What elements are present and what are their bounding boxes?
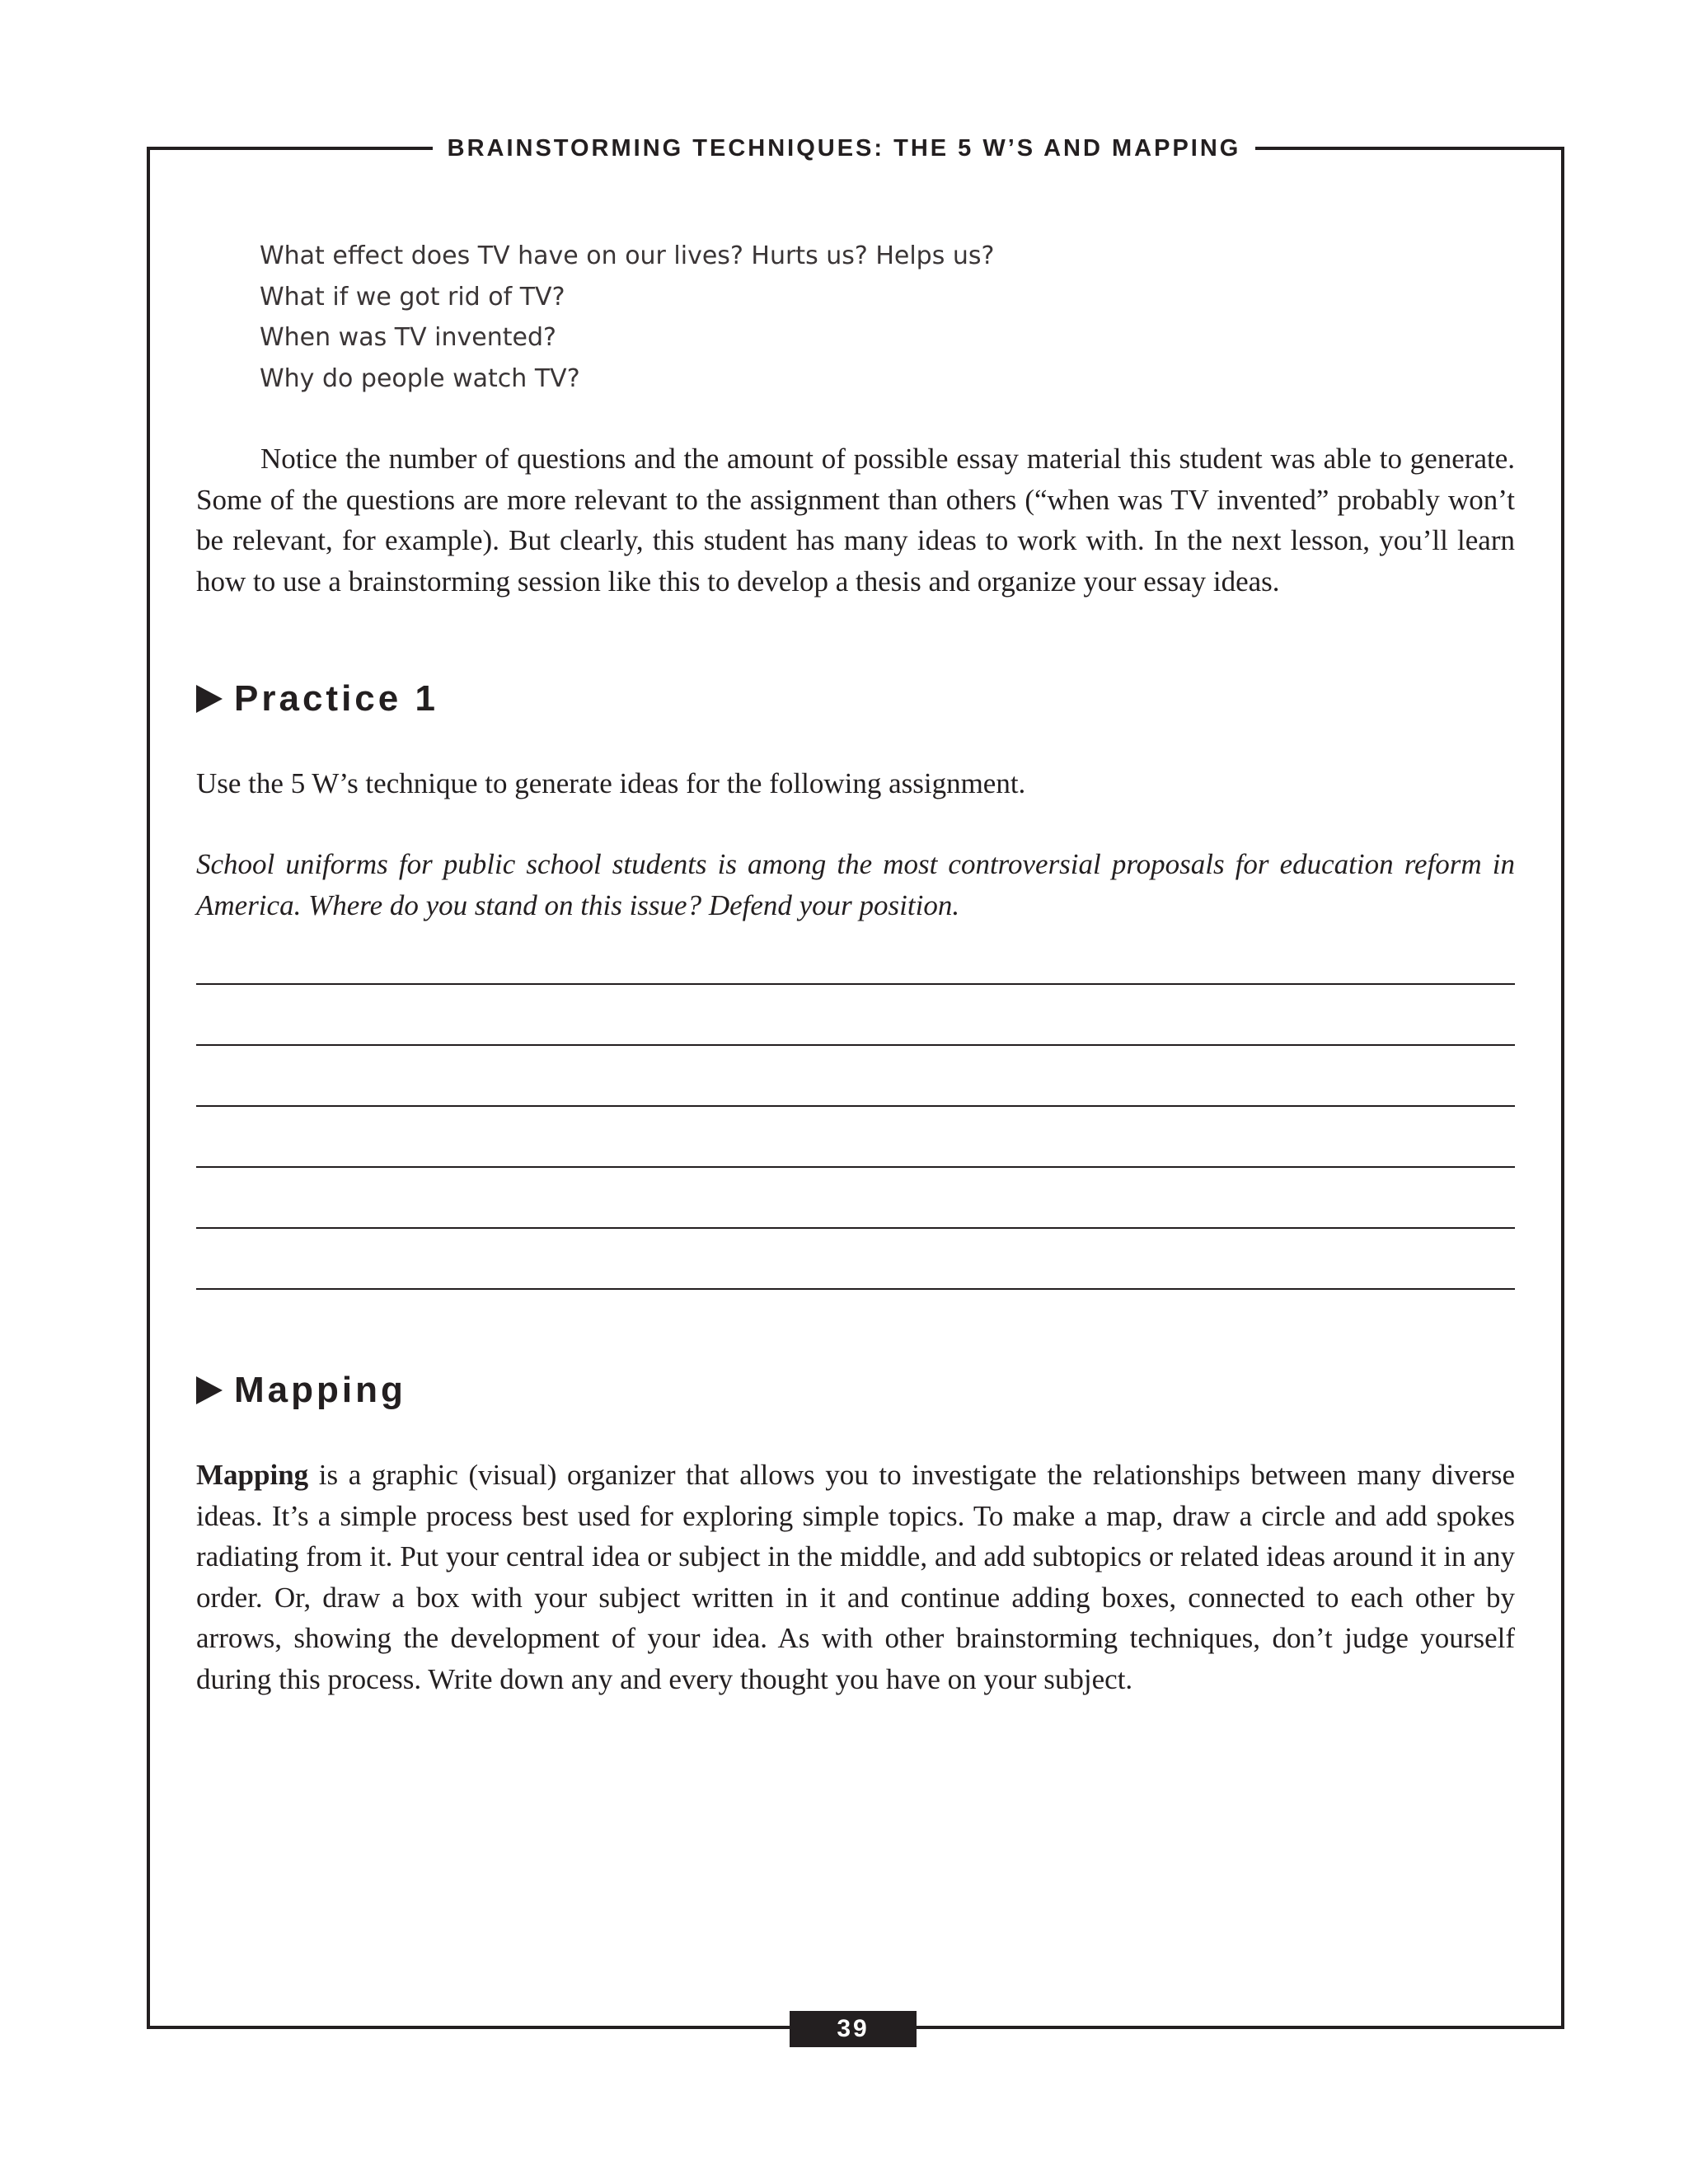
practice-instruction: Use the 5 W’s technique to generate ideas for the following assignment. bbox=[196, 767, 1026, 799]
mapping-heading-text: Mapping bbox=[234, 1370, 406, 1410]
answer-line[interactable] bbox=[196, 1166, 1515, 1168]
answer-line[interactable] bbox=[196, 1227, 1515, 1229]
triangle-bullet-icon bbox=[196, 1376, 223, 1404]
notice-paragraph: Notice the number of questions and the amount of possible essay material this student was able to generate. Some of the questions are more relevant to the assignment than others (“when was TV invented” probably won’t be relevant, for example). But clearly, this student has many ideas to work with. In the next lesson, you’ll learn how to use a brainstorming session like this to develop a thesis and organize your essay ideas. bbox=[196, 443, 1515, 598]
answer-line[interactable] bbox=[196, 1105, 1515, 1107]
page-border bbox=[147, 147, 1564, 2029]
brainstorm-question: When was TV invented? bbox=[260, 323, 556, 352]
practice-prompt: School uniforms for public school students is among the most controversial proposals for education reform in America. Where do you stand on this issue? Defend your position. bbox=[196, 848, 1515, 921]
mapping-heading bbox=[196, 1366, 406, 1415]
answer-line[interactable] bbox=[196, 1044, 1515, 1046]
practice-heading-text: Practice 1 bbox=[234, 678, 438, 719]
practice-heading bbox=[196, 674, 438, 724]
triangle-bullet-icon bbox=[196, 685, 223, 713]
brainstorm-question: What effect does TV have on our lives? Hurts us? Helps us? bbox=[260, 241, 995, 270]
running-header-text: BRAINSTORMING TECHNIQUES: THE 5 W’S AND MAPPING bbox=[433, 132, 1256, 165]
answer-line[interactable] bbox=[196, 1288, 1515, 1290]
brainstorm-question-list bbox=[260, 236, 994, 399]
mapping-paragraph bbox=[196, 1455, 1515, 1699]
mapping-body: is a graphic (visual) organizer that allows you to investigate the relationships between many diverse ideas. It’s a simple process best used for exploring simple topics. To make a map, draw a circle and add spokes radiating from it. Put your central idea or subject in the middle, and add subtopics or related ideas around it in any order. Or, draw a box with your subject written in it and continue adding boxes, connected to each other by arrows, showing the development of your idea. As with other brainstorming techniques, don’t judge yourself during this process. Write down any and every thought you have on your subject. bbox=[196, 1459, 1515, 1695]
brainstorm-question: What if we got rid of TV? bbox=[260, 282, 565, 312]
page-number: 39 bbox=[790, 2011, 917, 2047]
brainstorm-question: Why do people watch TV? bbox=[260, 363, 580, 393]
mapping-term: Mapping bbox=[196, 1459, 309, 1491]
answer-line[interactable] bbox=[196, 983, 1515, 985]
